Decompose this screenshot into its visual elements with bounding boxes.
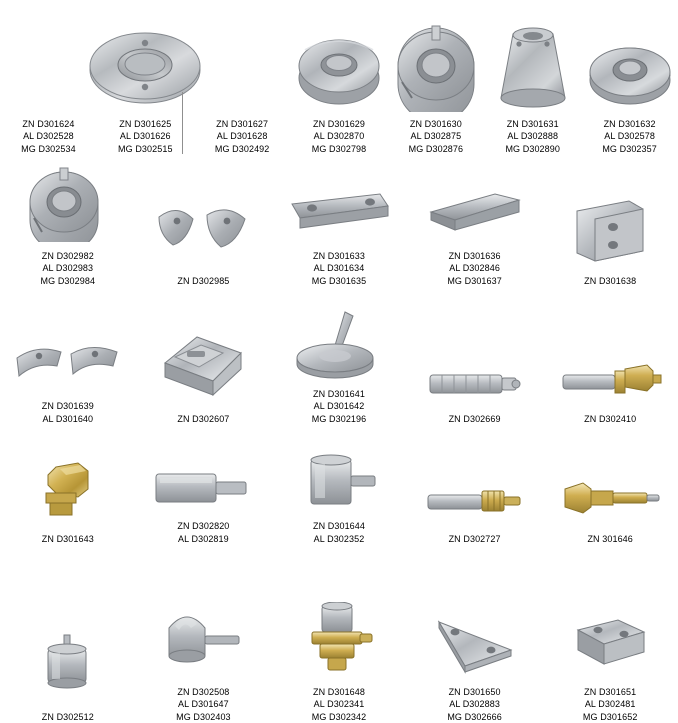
product-image bbox=[136, 442, 272, 510]
product-image bbox=[542, 455, 678, 523]
l-bracket-anode-icon bbox=[567, 195, 653, 267]
product-cell bbox=[407, 425, 543, 545]
disc-with-fin-anode-icon bbox=[289, 302, 389, 380]
product-codes bbox=[177, 413, 229, 426]
product-image bbox=[407, 162, 543, 242]
threaded-rod-pencil-anode-icon bbox=[420, 361, 530, 405]
product-codes bbox=[602, 118, 657, 156]
product-row bbox=[0, 155, 678, 287]
product-codes bbox=[42, 711, 94, 723]
product-codes bbox=[312, 250, 367, 288]
code-line: AL D301640 bbox=[42, 413, 94, 426]
product-codes bbox=[41, 250, 96, 288]
product-cell bbox=[271, 287, 407, 425]
brass-hex-plug-anode-icon bbox=[30, 459, 106, 523]
product-cell bbox=[0, 425, 136, 545]
code-line: AL D302819 bbox=[177, 533, 229, 546]
product-cell bbox=[271, 425, 407, 545]
product-codes bbox=[584, 275, 636, 288]
code-line: ZN D302985 bbox=[177, 275, 229, 288]
product-image bbox=[0, 16, 291, 112]
product-image bbox=[542, 187, 678, 267]
product-cell bbox=[407, 587, 543, 723]
product-image bbox=[407, 600, 543, 676]
code-line: ZN 301646 bbox=[587, 533, 632, 546]
twin-curved-shell-anode-icon bbox=[153, 197, 253, 267]
round-collar-anode-icon bbox=[291, 20, 387, 112]
product-codes bbox=[505, 118, 560, 156]
code-line: AL D302528 bbox=[0, 130, 97, 143]
code-line: MG D302492 bbox=[194, 143, 291, 156]
code-line: ZN D302727 bbox=[449, 533, 501, 546]
code-line: ZN D301633 bbox=[312, 250, 367, 263]
code-line: ZN D301629 bbox=[312, 118, 367, 131]
brass-plug-long-pencil-anode-icon bbox=[557, 475, 663, 523]
code-line: ZN D302607 bbox=[177, 413, 229, 426]
code-line: ZN D302982 bbox=[41, 250, 96, 263]
code-line: AL D302888 bbox=[505, 130, 560, 143]
product-image bbox=[0, 312, 136, 392]
code-line: ZN D301625 bbox=[97, 118, 194, 131]
product-cell bbox=[581, 16, 678, 156]
code-line: AL D302846 bbox=[447, 262, 502, 275]
code-line: ZN D302669 bbox=[449, 413, 501, 426]
code-line: AL D301634 bbox=[312, 262, 367, 275]
code-line: AL D302883 bbox=[447, 698, 502, 711]
product-cell-group bbox=[0, 16, 291, 156]
product-cell bbox=[136, 287, 272, 425]
product-image bbox=[271, 600, 407, 676]
code-line: ZN D301644 bbox=[313, 520, 365, 533]
code-line: AL D302352 bbox=[313, 533, 365, 546]
bullet-stud-anode-icon bbox=[151, 604, 255, 676]
code-line: AL D302875 bbox=[409, 130, 464, 143]
twin-curved-plate-anode-icon bbox=[13, 336, 123, 392]
pencil-anode-with-brass-plug-icon bbox=[555, 357, 665, 405]
product-codes bbox=[176, 686, 231, 723]
product-image bbox=[136, 187, 272, 267]
product-codes bbox=[0, 118, 291, 156]
product-cell bbox=[387, 16, 484, 156]
code-line: ZN D301624 bbox=[0, 118, 97, 131]
domed-ring-anode-icon bbox=[582, 20, 678, 112]
product-cell bbox=[542, 287, 678, 425]
code-line: ZN D301651 bbox=[583, 686, 638, 699]
product-image bbox=[271, 300, 407, 380]
code-line: ZN D301639 bbox=[42, 400, 94, 413]
conical-cap-anode-icon bbox=[485, 20, 581, 112]
code-line: MG D302984 bbox=[41, 275, 96, 288]
product-image bbox=[271, 162, 407, 242]
slotted-ring-anode-icon bbox=[22, 164, 114, 242]
code-line: MG D302342 bbox=[312, 711, 367, 723]
product-codes bbox=[42, 400, 94, 425]
product-cell bbox=[0, 287, 136, 425]
code-line: MG D302876 bbox=[409, 143, 464, 156]
trim-tab-block-anode-icon bbox=[153, 329, 253, 405]
product-image bbox=[0, 625, 136, 701]
product-cell bbox=[0, 587, 136, 723]
code-line: MG D302357 bbox=[602, 143, 657, 156]
code-line: ZN D301627 bbox=[194, 118, 291, 131]
code-line: AL D302341 bbox=[312, 698, 367, 711]
product-image bbox=[387, 16, 484, 112]
product-codes bbox=[313, 520, 365, 545]
code-line: ZN D301643 bbox=[42, 533, 94, 546]
code-line: ZN D301632 bbox=[602, 118, 657, 131]
code-line: ZN D301631 bbox=[505, 118, 560, 131]
split-collar-anode-icon bbox=[388, 20, 484, 112]
code-line: MG D302798 bbox=[312, 143, 367, 156]
product-image bbox=[407, 455, 543, 523]
code-line: MG D302196 bbox=[312, 413, 367, 426]
code-line: MG D302666 bbox=[447, 711, 502, 723]
product-codes bbox=[449, 533, 501, 546]
code-line: MG D302534 bbox=[0, 143, 97, 156]
cylinder-with-stud-anode-icon bbox=[289, 452, 389, 510]
product-image bbox=[484, 16, 581, 112]
product-image bbox=[542, 325, 678, 405]
product-cell bbox=[291, 16, 388, 156]
code-line: ZN D302820 bbox=[177, 520, 229, 533]
product-cell bbox=[407, 155, 543, 287]
product-codes bbox=[42, 533, 94, 546]
code-line: AL D301626 bbox=[97, 130, 194, 143]
product-image bbox=[542, 600, 678, 676]
product-cell bbox=[271, 587, 407, 723]
code-line: ZN D302508 bbox=[176, 686, 231, 699]
product-codes bbox=[587, 533, 632, 546]
product-codes bbox=[312, 388, 367, 426]
product-image bbox=[291, 16, 388, 112]
code-line: MG D301635 bbox=[312, 275, 367, 288]
product-image bbox=[407, 325, 543, 405]
product-codes bbox=[447, 250, 502, 288]
wedge-bar-anode-icon bbox=[425, 184, 525, 242]
code-line: MG D301637 bbox=[447, 275, 502, 288]
product-codes bbox=[177, 520, 229, 545]
product-codes bbox=[312, 686, 367, 723]
product-cell bbox=[484, 16, 581, 156]
product-codes bbox=[447, 686, 502, 723]
product-row bbox=[0, 0, 678, 155]
product-row bbox=[0, 425, 678, 545]
product-codes bbox=[449, 413, 501, 426]
product-row bbox=[0, 587, 678, 723]
product-image bbox=[581, 16, 678, 112]
product-cell bbox=[136, 587, 272, 723]
product-image bbox=[0, 162, 136, 242]
code-line: AL D302983 bbox=[41, 262, 96, 275]
product-cell bbox=[542, 425, 678, 545]
product-code-column bbox=[0, 118, 97, 156]
product-cell bbox=[136, 425, 272, 545]
mushroom-stud-anode-icon bbox=[28, 629, 108, 701]
product-code-column bbox=[97, 118, 194, 156]
brass-flange-plug-anode-icon bbox=[294, 602, 384, 676]
stepped-cylinder-anode-icon bbox=[148, 460, 258, 510]
code-line: ZN D301636 bbox=[447, 250, 502, 263]
product-codes bbox=[409, 118, 464, 156]
product-code-column bbox=[194, 118, 291, 156]
divider bbox=[182, 92, 183, 154]
code-line: AL D301628 bbox=[194, 130, 291, 143]
code-line: MG D302403 bbox=[176, 711, 231, 723]
code-line: MG D301652 bbox=[583, 711, 638, 723]
product-cell bbox=[407, 287, 543, 425]
product-image bbox=[271, 442, 407, 510]
product-codes bbox=[177, 275, 229, 288]
code-line: AL D302481 bbox=[583, 698, 638, 711]
code-line: ZN D301630 bbox=[409, 118, 464, 131]
code-line: AL D302870 bbox=[312, 130, 367, 143]
product-row bbox=[0, 287, 678, 425]
code-line: MG D302890 bbox=[505, 143, 560, 156]
code-line: ZN D301638 bbox=[584, 275, 636, 288]
flat-oval-ring-anode-icon bbox=[85, 20, 205, 112]
code-line: AL D301642 bbox=[312, 400, 367, 413]
code-line: ZN D302410 bbox=[584, 413, 636, 426]
square-pad-anode-icon bbox=[566, 612, 654, 676]
product-image bbox=[136, 325, 272, 405]
product-cell bbox=[0, 155, 136, 287]
code-line: AL D302578 bbox=[602, 130, 657, 143]
product-image bbox=[0, 455, 136, 523]
code-line: ZN D301648 bbox=[312, 686, 367, 699]
product-cell bbox=[542, 155, 678, 287]
bar-with-two-holes-anode-icon bbox=[284, 180, 394, 242]
triangular-plate-anode-icon bbox=[425, 610, 525, 676]
product-codes bbox=[583, 686, 638, 723]
code-line: ZN D301641 bbox=[312, 388, 367, 401]
product-cell bbox=[271, 155, 407, 287]
product-cell bbox=[136, 155, 272, 287]
code-line: ZN D301650 bbox=[447, 686, 502, 699]
short-pencil-brass-tip-anode-icon bbox=[422, 479, 528, 523]
product-cell bbox=[542, 587, 678, 723]
code-line: ZN D302512 bbox=[42, 711, 94, 723]
code-line: AL D301647 bbox=[176, 698, 231, 711]
code-line: MG D302515 bbox=[97, 143, 194, 156]
product-image bbox=[136, 600, 272, 676]
product-codes bbox=[312, 118, 367, 156]
product-codes bbox=[584, 413, 636, 426]
